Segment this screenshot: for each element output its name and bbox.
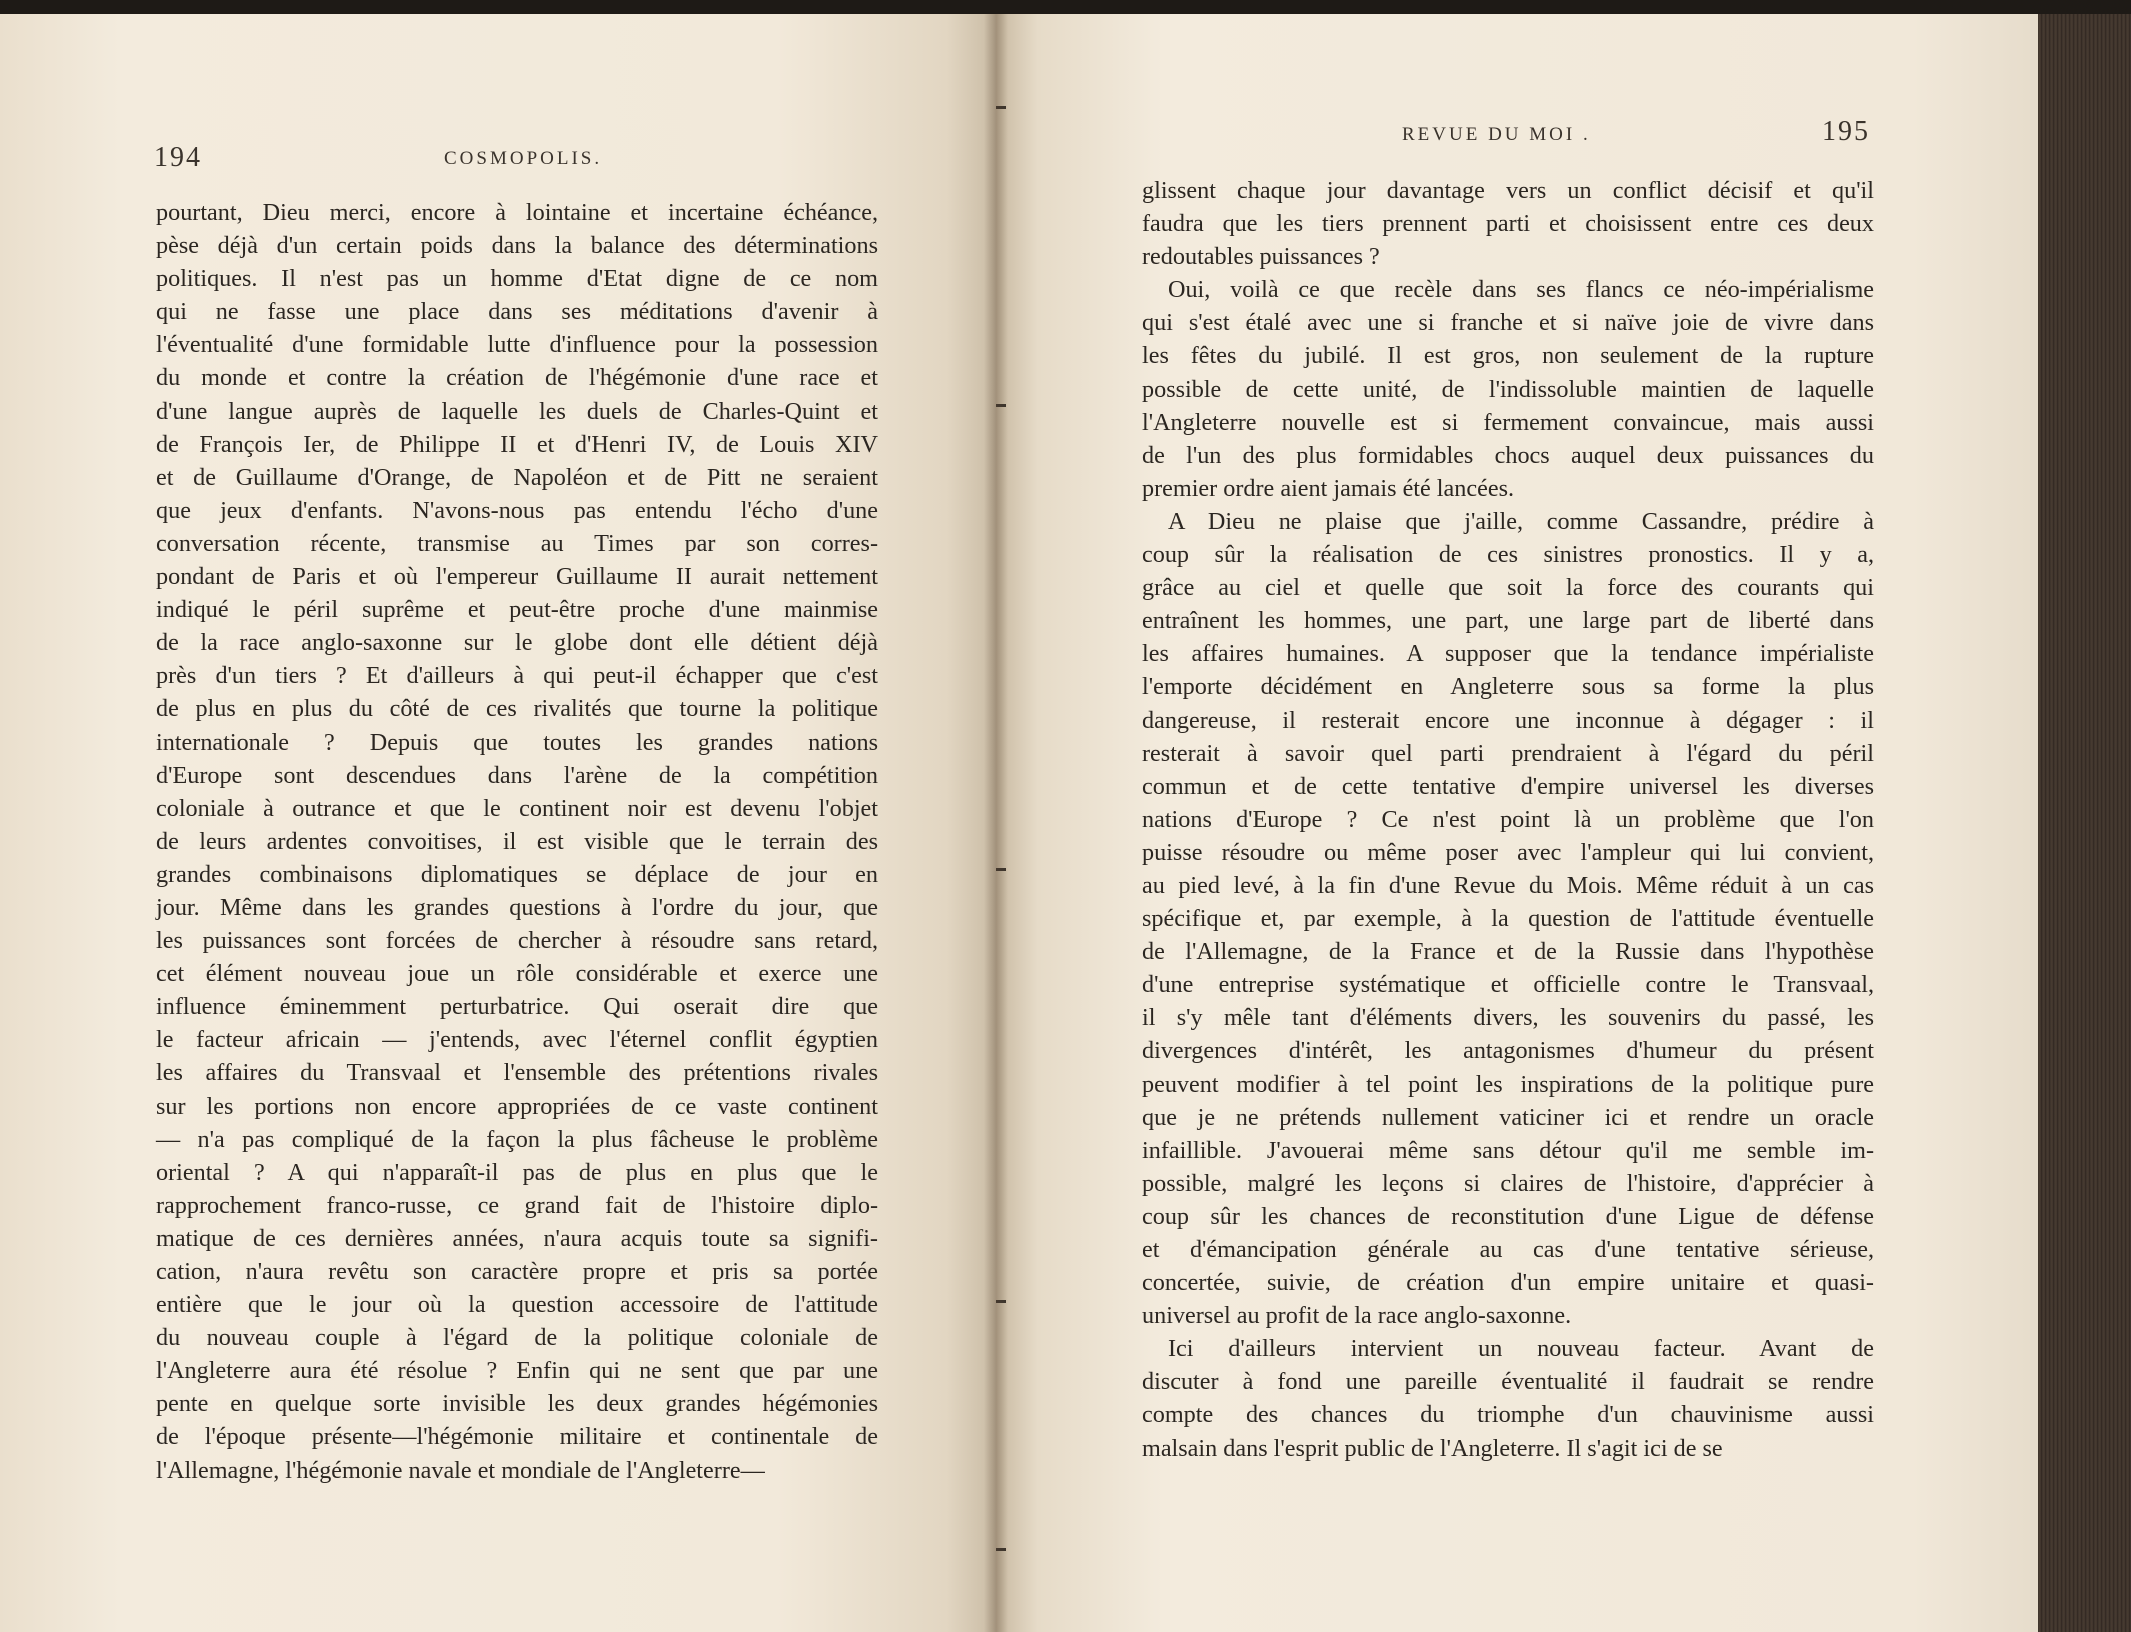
text-line: du monde et contre la création de l'hégémonie d'une race et [156,364,878,392]
text-line: qui ne fasse une place dans ses méditations d'avenir à [156,298,878,326]
text-line: de François Ier, de Philippe II et d'Henri IV, de Louis XIV [156,430,878,458]
text-line: que je ne prétends nullement vaticiner ici et rendre un oracle [1142,1103,1874,1131]
text-line: premier ordre aient jamais été lancées. [1142,474,1515,502]
text-line: matique de ces dernières années, n'aura acquis toute sa signifi- [156,1224,878,1252]
text-line: peuvent modifier à tel point les inspirations de la politique pure [1142,1070,1874,1098]
text-line: oriental ? A qui n'apparaît-il pas de plus en plus que le [156,1158,878,1186]
text-line: resterait à savoir quel parti prendraient à l'égard du péril [1142,739,1874,767]
text-line: au pied levé, à la fin d'une Revue du Mois. Même réduit à un cas [1142,871,1874,899]
right-running-head: REVUE DU MOI . [1402,124,1591,145]
text-line: Oui, voilà ce que recèle dans ses flancs ce néo-impérialisme [1168,276,1874,304]
text-line: compte des chances du triomphe d'un chauvinisme aussi [1142,1401,1874,1429]
text-line: l'emporte décidément en Angleterre sous sa forme la plus [1142,673,1874,701]
text-line: et de Guillaume d'Orange, de Napoléon et de Pitt ne seraient [156,463,878,491]
text-line: l'Angleterre nouvelle est si fermement convaincue, mais aussi [1142,408,1874,436]
text-line: coloniale à outrance et que le continent noir est devenu l'objet [156,794,878,822]
text-line: d'une entreprise systématique et officielle contre le Transvaal, [1142,971,1874,999]
text-line: d'Europe sont descendues dans l'arène de la compétition [156,761,878,789]
text-line: les affaires du Transvaal et l'ensemble des prétentions rivales [156,1059,878,1087]
text-line: entraînent les hommes, une part, une large part de liberté dans [1142,607,1874,635]
text-line: sur les portions non encore appropriées de ce vaste continent [156,1092,878,1120]
left-running-head: COSMOPOLIS. [444,148,603,169]
text-line: faudra que les tiers prennent parti et choisissent entre ces deux [1142,210,1874,238]
text-line: l'Allemagne, l'hégémonie navale et mondiale de l'Angleterre— [156,1456,765,1484]
text-line: et d'émancipation générale au cas d'une tentative sérieuse, [1142,1236,1874,1263]
text-line: d'une langue auprès de laquelle les duels de Charles-Quint et [156,397,878,425]
text-line: conversation récente, transmise au Times par son corres- [156,529,878,557]
text-line: possible, malgré les leçons si claires de l'histoire, d'apprécier à [1142,1169,1874,1197]
text-line: de l'Allemagne, de la France et de la Russie dans l'hypothèse [1142,938,1874,966]
text-line: grâce au ciel et quelle que soit la force des courants qui [1142,574,1874,602]
text-line: l'Angleterre aura été résolue ? Enfin qui ne sent que par une [156,1357,878,1385]
text-line: le facteur africain — j'entends, avec l'éternel conflit égyptien [156,1026,878,1054]
text-line: concertée, suivie, de création d'un empire unitaire et quasi- [1142,1269,1874,1297]
text-line: coup sûr les chances de reconstitution d'une Ligue de défense [1142,1202,1874,1230]
scan-top-border [0,0,2131,14]
text-line: infaillible. J'avouerai même sans détour qu'il me semble im- [1142,1136,1874,1164]
text-line: jour. Même dans les grandes questions à l'ordre du jour, que [156,893,878,921]
text-line: pourtant, Dieu merci, encore à lointaine et incertaine échéance, [156,199,878,226]
text-line: les fêtes du jubilé. Il est gros, non seulement de la rupture [1142,342,1874,370]
text-line: grandes combinaisons diplomatiques se déplace de jour en [156,860,878,888]
text-line: possible de cette unité, de l'indissoluble maintien de laquelle [1142,375,1874,403]
text-line: universel au profit de la race anglo-saxonne. [1142,1302,1572,1330]
text-line: de plus en plus du côté de ces rivalités que tourne la politique [156,695,878,723]
text-line: pondant de Paris et où l'empereur Guillaume II aurait nettement [156,563,878,591]
text-line: Ici d'ailleurs intervient un nouveau facteur. Avant de [1168,1335,1874,1363]
text-line: glissent chaque jour davantage vers un conflict décisif et qu'il [1142,177,1874,204]
text-line: politiques. Il n'est pas un homme d'Etat digne de ce nom [156,265,878,293]
text-line: près d'un tiers ? Et d'ailleurs à qui peut-il échapper que c'est [156,662,878,690]
text-line: les affaires humaines. A supposer que la tendance impérialiste [1142,640,1874,668]
text-line: discuter à fond une pareille éventualité il faudrait se rendre [1142,1368,1874,1396]
text-line: nations d'Europe ? Ce n'est point là un problème que l'on [1142,805,1874,833]
right-page [996,14,2038,1632]
text-line: pente en quelque sorte invisible les deux grandes hégémonies [156,1390,878,1418]
text-line: rapprochement franco-russe, ce grand fait de l'histoire diplo- [156,1191,878,1219]
book-gutter [984,14,1008,1632]
text-line: de l'un des plus formidables chocs auquel deux puissances du [1142,441,1874,469]
text-line: A Dieu ne plaise que j'aille, comme Cassandre, prédire à [1168,507,1874,535]
text-line: du nouveau couple à l'égard de la politique coloniale de [156,1324,878,1352]
text-line: indiqué le péril suprême et peut-être proche d'une mainmise [156,596,878,624]
text-line: influence éminemment perturbatrice. Qui oserait dire que [156,993,878,1021]
text-line: que jeux d'enfants. N'avons-nous pas entendu l'écho d'une [156,496,878,524]
text-line: spécifique et, par exemple, à la question de l'attitude éventuelle [1142,905,1874,933]
left-page-number: 194 [154,142,202,173]
right-page-number: 195 [1822,116,1870,147]
text-line: malsain dans l'esprit public de l'Angleterre. Il s'agit ici de se [1142,1434,1723,1462]
right-page-body [1142,174,1874,1465]
text-line: l'éventualité d'une formidable lutte d'influence pour la possession [156,331,878,359]
text-line: redoutables puissances ? [1142,243,1380,271]
text-line: les puissances sont forcées de chercher à résoudre sans retard, [156,927,878,955]
text-line: puisse résoudre ou même poser avec l'ampleur qui lui convient, [1142,838,1874,866]
text-line: qui s'est étalé avec une si franche et si naïve joie de vivre dans [1142,309,1874,337]
text-line: il s'y mêle tant d'éléments divers, les souvenirs du passé, les [1142,1004,1874,1032]
text-line: de leurs ardentes convoitises, il est visible que le terrain des [156,827,878,855]
text-line: divergences d'intérêt, les antagonismes d'humeur du présent [1142,1037,1874,1065]
text-line: entière que le jour où la question accessoire de l'attitude [156,1291,878,1319]
text-line: pèse déjà d'un certain poids dans la balance des déterminations [156,232,878,260]
text-line: dangereuse, il resterait encore une inconnue à dégager : il [1142,706,1874,734]
text-line: de la race anglo-saxonne sur le globe dont elle détient déjà [156,629,878,657]
text-line: cet élément nouveau joue un rôle considérable et exerce une [156,960,878,988]
text-line: — n'a pas compliqué de la façon la plus fâcheuse le problème [156,1125,878,1153]
text-line: de l'époque présente—l'hégémonie militaire et continentale de [156,1423,878,1451]
text-line: commun et de cette tentative d'empire universel les diverses [1142,772,1874,800]
text-line: coup sûr la réalisation de ces sinistres pronostics. Il y a, [1142,541,1874,569]
text-line: cation, n'aura revêtu son caractère propre et pris sa portée [156,1258,878,1285]
left-page [0,14,996,1632]
left-page-body [156,196,878,1487]
book-page-edges [2038,14,2131,1632]
text-line: internationale ? Depuis que toutes les grandes nations [156,728,878,756]
